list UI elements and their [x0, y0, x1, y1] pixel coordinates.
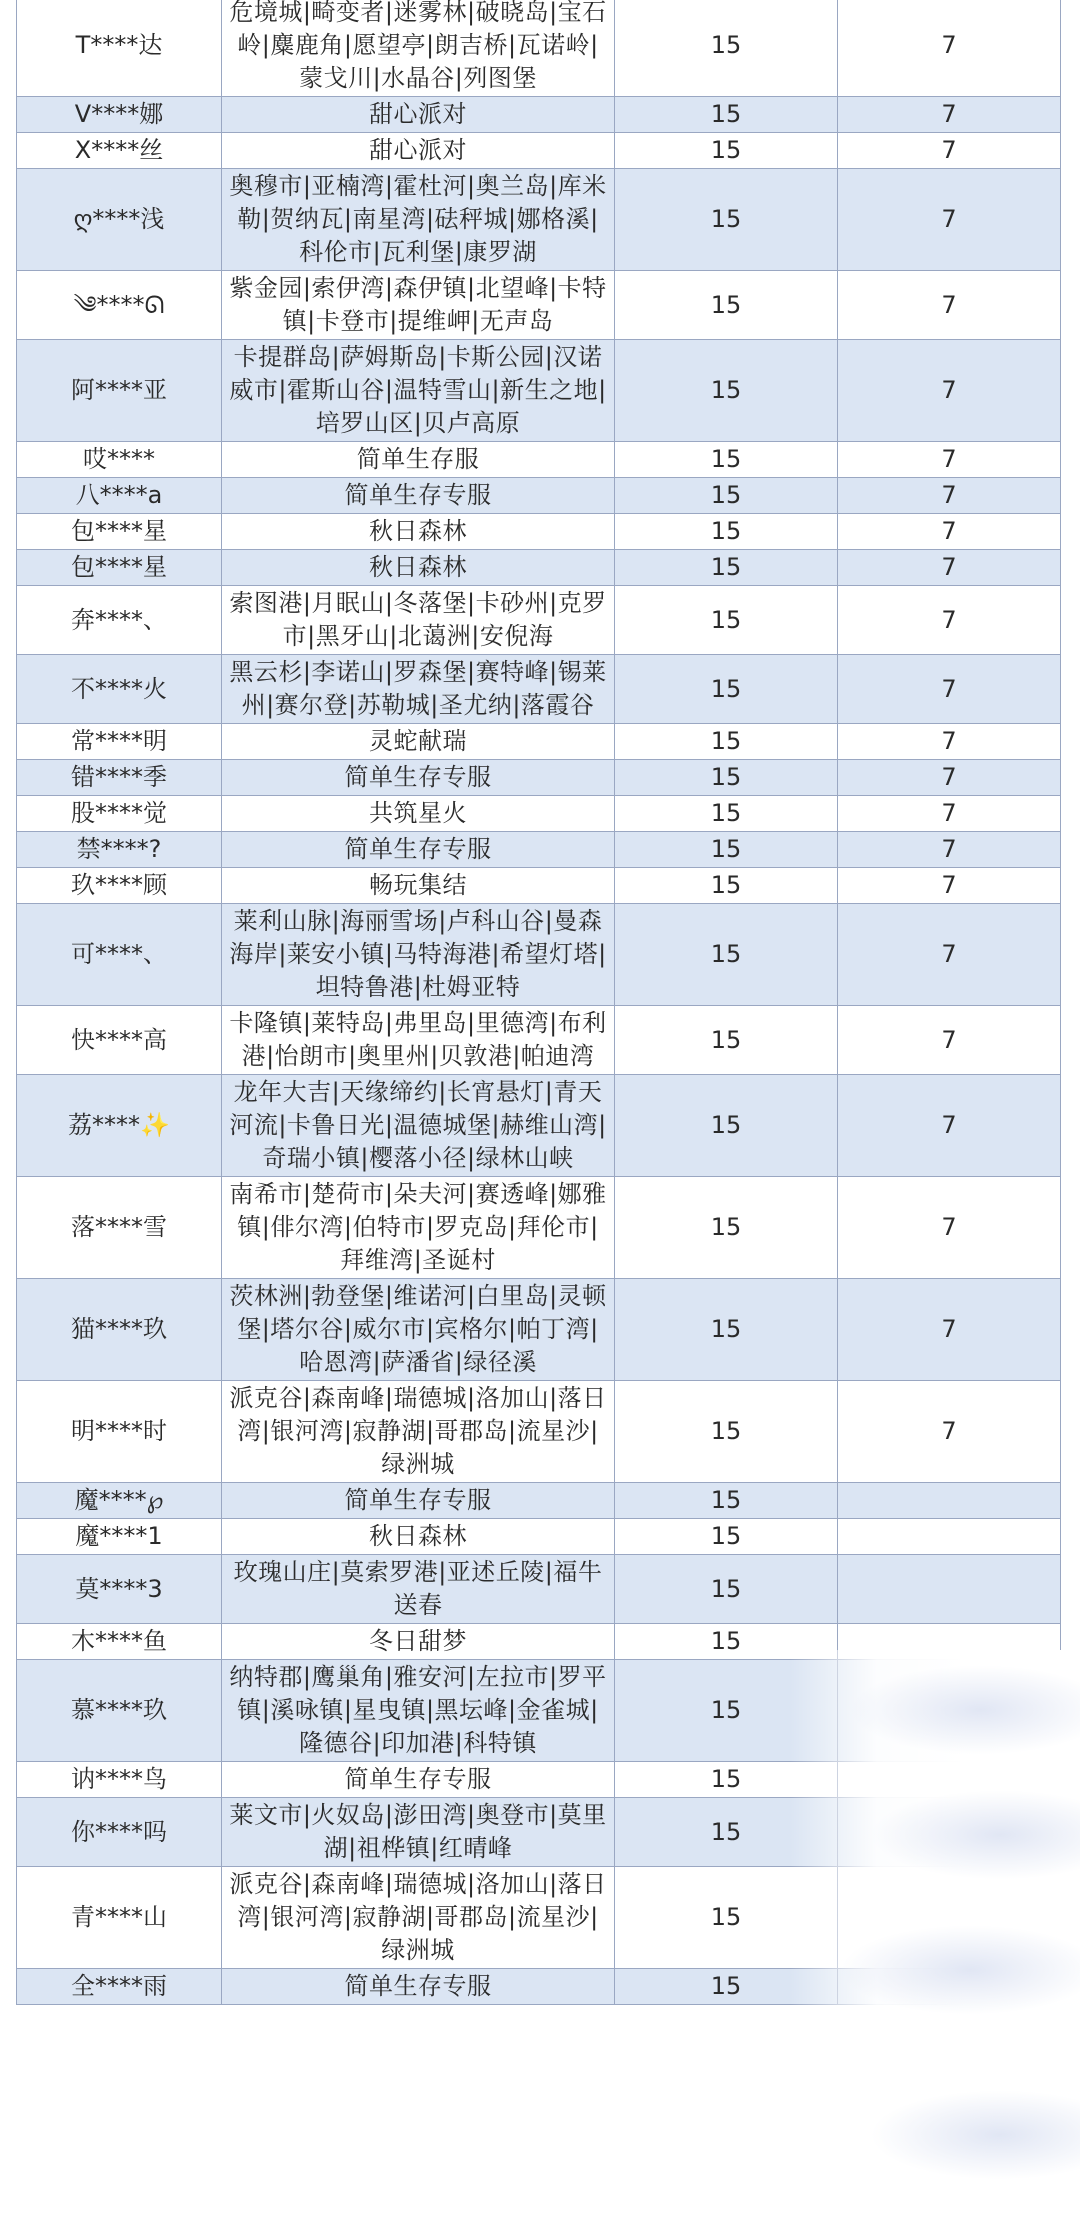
player-name: 落****雪 [71, 1213, 167, 1241]
value-a-cell: 15 [615, 133, 838, 169]
value-a-cell: 15 [615, 1483, 838, 1519]
player-name: 荔**** [68, 1111, 141, 1139]
value-a-cell: 15 [615, 1075, 838, 1177]
table-row [17, 169, 1061, 271]
value-a-cell: 15 [615, 586, 838, 655]
value-a-cell: 15 [615, 550, 838, 586]
value-b-cell: 7 [838, 442, 1061, 478]
player-name: 包****星 [71, 517, 167, 545]
server-list-cell: 秋日森林 [222, 514, 615, 550]
server-list-cell: 卡提群岛|萨姆斯岛|卡斯公园|汉诺威市|霍斯山谷|温特雪山|新生之地|培罗山区|贝卢高原 [222, 340, 615, 442]
server-list-cell: 灵蛇献瑞 [222, 724, 615, 760]
value-a-cell: 15 [615, 724, 838, 760]
player-name: 阿****亚 [71, 376, 167, 404]
server-list-cell: 简单生存专服 [222, 1483, 615, 1519]
server-list-cell: 简单生存服 [222, 442, 615, 478]
player-name-cell [17, 868, 222, 904]
player-name-cell [17, 1762, 222, 1798]
server-list-cell: 莱利山脉|海丽雪场|卢科山谷|曼森海岸|莱安小镇|马特海港|希望灯塔|坦特鲁港|杜姆亚特 [222, 904, 615, 1006]
value-b-cell: 7 [838, 0, 1061, 97]
value-b-cell: 7 [838, 1279, 1061, 1381]
player-name: 明****时 [71, 1417, 167, 1445]
value-a-cell: 15 [615, 655, 838, 724]
player-name: 玖****顾 [71, 871, 167, 899]
server-list-cell: 秋日森林 [222, 550, 615, 586]
player-name-cell [17, 1555, 222, 1624]
value-a-cell: 15 [615, 514, 838, 550]
table-row [17, 1006, 1061, 1075]
player-name-cell [17, 169, 222, 271]
value-b-cell: 7 [838, 169, 1061, 271]
value-b-cell: 7 [838, 724, 1061, 760]
server-list-cell: 索图港|月眠山|冬落堡|卡砂州|克罗市|黑牙山|北蔼洲|安倪海 [222, 586, 615, 655]
server-list-cell: 甜心派对 [222, 133, 615, 169]
value-b-cell: 7 [838, 478, 1061, 514]
player-name-cell [17, 1624, 222, 1660]
player-name: 错****季 [71, 763, 167, 791]
server-list-cell: 纳特郡|鹰巢角|雅安河|左拉市|罗平镇|溪咏镇|星曳镇|黑坛峰|金雀城|隆德谷|印加港|科特镇 [222, 1660, 615, 1762]
value-a-cell: 15 [615, 1624, 838, 1660]
value-a-cell: 15 [615, 1519, 838, 1555]
player-name: 股****觉 [71, 799, 167, 827]
table-row [17, 550, 1061, 586]
blur-glow [850, 1665, 1080, 1755]
player-name: 快****高 [71, 1025, 167, 1054]
server-list-cell: 奥穆市|亚楠湾|霍杜河|奥兰岛|库米勒|贺纳瓦|南星湾|砝秤城|娜格溪|科伦市|瓦利堡|康罗湖 [222, 169, 615, 271]
player-name-cell [17, 550, 222, 586]
value-b-cell: 7 [838, 550, 1061, 586]
server-list-cell: 简单生存专服 [222, 478, 615, 514]
table-row [17, 1177, 1061, 1279]
value-b-cell: 7 [838, 586, 1061, 655]
player-name-cell [17, 1798, 222, 1867]
player-name: 不****火 [71, 674, 167, 703]
player-name: ༄****ᘏ [73, 290, 165, 319]
table-row [17, 271, 1061, 340]
value-a-cell: 15 [615, 868, 838, 904]
server-list-cell: 简单生存专服 [222, 760, 615, 796]
player-name-cell [17, 340, 222, 442]
player-name: 全****雨 [71, 1972, 167, 2000]
blur-glow [870, 1790, 1080, 1880]
value-b-cell: 7 [838, 655, 1061, 724]
table-row [17, 586, 1061, 655]
table-row [17, 340, 1061, 442]
player-name: 魔****1 [75, 1522, 163, 1550]
value-b-cell: 7 [838, 1177, 1061, 1279]
value-a-cell: 15 [615, 904, 838, 1006]
table-row [17, 442, 1061, 478]
value-a-cell: 15 [615, 1555, 838, 1624]
value-b-cell: 7 [838, 904, 1061, 1006]
player-name: T****达 [75, 31, 163, 59]
value-b-cell: 7 [838, 514, 1061, 550]
value-a-cell: 15 [615, 1279, 838, 1381]
value-b-cell: 7 [838, 1381, 1061, 1483]
player-name-cell [17, 0, 222, 97]
server-list-cell: 简单生存专服 [222, 832, 615, 868]
server-list-cell: 甜心派对 [222, 97, 615, 133]
table-row [17, 1381, 1061, 1483]
table-row [17, 1519, 1061, 1555]
value-a-cell: 15 [615, 1381, 838, 1483]
player-name-cell [17, 832, 222, 868]
player-name-cell [17, 586, 222, 655]
value-b-cell: 7 [838, 1006, 1061, 1075]
value-b-cell: 7 [838, 133, 1061, 169]
value-a-cell: 15 [615, 97, 838, 133]
value-a-cell: 15 [615, 478, 838, 514]
table-row [17, 724, 1061, 760]
player-name-cell [17, 796, 222, 832]
player-name-cell [17, 655, 222, 724]
player-name-cell [17, 271, 222, 340]
player-name-cell [17, 1006, 222, 1075]
table-row [17, 97, 1061, 133]
value-a-cell: 15 [615, 760, 838, 796]
value-b-cell: 7 [838, 1075, 1061, 1177]
value-a-cell: 15 [615, 340, 838, 442]
table-row [17, 0, 1061, 97]
table-row [17, 796, 1061, 832]
player-name: 包****星 [71, 553, 167, 581]
table-row [17, 1279, 1061, 1381]
player-name: V****娜 [74, 100, 164, 128]
player-name: 八****a [75, 481, 163, 509]
player-name-cell [17, 97, 222, 133]
player-name-cell [17, 724, 222, 760]
player-name-cell [17, 1279, 222, 1381]
player-name: 可****、 [71, 940, 167, 968]
table-row [17, 1555, 1061, 1624]
value-a-cell: 15 [615, 1867, 838, 1969]
player-name: 猫****玖 [71, 1315, 167, 1343]
value-b-cell [838, 1519, 1061, 1555]
value-b-cell: 7 [838, 796, 1061, 832]
player-name: 常****明 [71, 727, 167, 755]
value-b-cell [838, 1555, 1061, 1624]
player-name-cell [17, 1969, 222, 2005]
value-b-cell: 7 [838, 868, 1061, 904]
player-name-cell [17, 478, 222, 514]
player-name-cell [17, 1177, 222, 1279]
player-name: 木****鱼 [71, 1627, 167, 1655]
server-list-cell: 卡隆镇|莱特岛|弗里岛|里德湾|布利港|怡朗市|奥里州|贝敦港|帕迪湾 [222, 1006, 615, 1075]
player-name: ღ****浅 [73, 205, 165, 233]
player-name: 你****吗 [71, 1817, 167, 1846]
player-name: 讷****鸟 [71, 1765, 167, 1793]
player-name-cell [17, 904, 222, 1006]
value-a-cell: 15 [615, 796, 838, 832]
value-a-cell: 15 [615, 1762, 838, 1798]
value-b-cell: 7 [838, 760, 1061, 796]
player-name-cell [17, 133, 222, 169]
server-list-cell: 派克谷|森南峰|瑞德城|洛加山|落日湾|银河湾|寂静湖|哥郡岛|流星沙|绿洲城 [222, 1381, 615, 1483]
value-b-cell [838, 1483, 1061, 1519]
player-name-cell [17, 1075, 222, 1177]
player-name: 莫****3 [75, 1574, 163, 1603]
player-name: 禁****? [76, 835, 162, 863]
player-name-cell [17, 1483, 222, 1519]
player-name: X****丝 [74, 136, 164, 164]
value-a-cell: 15 [615, 832, 838, 868]
server-list-cell: 简单生存专服 [222, 1762, 615, 1798]
value-a-cell: 15 [615, 1969, 838, 2005]
table-row [17, 133, 1061, 169]
value-a-cell: 15 [615, 0, 838, 97]
server-list-cell: 龙年大吉|天缘缔约|长宵悬灯|青天河流|卡鲁日光|温德城堡|赫维山湾|奇瑞小镇|樱落小径|绿林山峡 [222, 1075, 615, 1177]
server-list-cell: 南希市|楚荷市|朵夫河|赛透峰|娜雅镇|俳尔湾|伯特市|罗克岛|拜伦市|拜维湾|圣诞村 [222, 1177, 615, 1279]
player-name: 青****山 [71, 1903, 167, 1931]
player-name-cell [17, 442, 222, 478]
server-list-cell: 简单生存专服 [222, 1969, 615, 2005]
blur-glow [840, 1925, 1080, 2015]
player-name: 慕****玖 [71, 1696, 167, 1724]
player-name: 哎**** [83, 445, 155, 473]
value-b-cell: 7 [838, 340, 1061, 442]
table-row [17, 904, 1061, 1006]
server-list-cell: 共筑星火 [222, 796, 615, 832]
value-b-cell: 7 [838, 97, 1061, 133]
table-row [17, 1075, 1061, 1177]
player-name-cell [17, 1867, 222, 1969]
player-name-cell [17, 1660, 222, 1762]
server-list-cell: 玫瑰山庄|莫索罗港|亚述丘陵|福牛送春 [222, 1555, 615, 1624]
blur-glow [870, 2090, 1080, 2180]
player-name: 奔****、 [71, 605, 167, 634]
server-list-cell: 畅玩集结 [222, 868, 615, 904]
server-list-cell: 派克谷|森南峰|瑞德城|洛加山|落日湾|银河湾|寂静湖|哥郡岛|流星沙|绿洲城 [222, 1867, 615, 1969]
player-name-cell [17, 514, 222, 550]
value-a-cell: 15 [615, 169, 838, 271]
value-a-cell: 15 [615, 1660, 838, 1762]
player-name-cell [17, 1381, 222, 1483]
table-row [17, 832, 1061, 868]
table-row [17, 868, 1061, 904]
table-row [17, 655, 1061, 724]
server-list-cell: 秋日森林 [222, 1519, 615, 1555]
table-row [17, 1483, 1061, 1519]
server-list-cell: 紫金园|索伊湾|森伊镇|北望峰|卡特镇|卡登市|提维岬|无声岛 [222, 271, 615, 340]
player-name: 魔****℘ [74, 1486, 164, 1514]
table-row [17, 478, 1061, 514]
server-list-cell: 黑云杉|李诺山|罗森堡|赛特峰|锡莱州|赛尔登|苏勒城|圣尤纳|落霞谷 [222, 655, 615, 724]
player-name-cell [17, 1519, 222, 1555]
server-list-cell: 茨林洲|勃登堡|维诺河|白里岛|灵顿堡|塔尔谷|威尔市|宾格尔|帕丁湾|哈恩湾|萨潘省|绿径溪 [222, 1279, 615, 1381]
sparkle-icon: ✨ [140, 1111, 170, 1139]
value-a-cell: 15 [615, 1798, 838, 1867]
value-a-cell: 15 [615, 442, 838, 478]
server-list-cell: 莱文市|火奴岛|澎田湾|奥登市|莫里湖|祖桦镇|红晴峰 [222, 1798, 615, 1867]
value-b-cell: 7 [838, 271, 1061, 340]
player-name-cell [17, 760, 222, 796]
value-b-cell: 7 [838, 832, 1061, 868]
value-a-cell: 15 [615, 1177, 838, 1279]
value-a-cell: 15 [615, 1006, 838, 1075]
table-row [17, 760, 1061, 796]
value-a-cell: 15 [615, 271, 838, 340]
table-row [17, 514, 1061, 550]
server-list-cell: 冬日甜梦 [222, 1624, 615, 1660]
server-list-cell: 危境城|畸变者|迷雾林|破晓岛|宝石岭|麋鹿角|愿望亭|朗吉桥|瓦诺岭|蒙戈川|水晶谷|列图堡 [222, 0, 615, 97]
